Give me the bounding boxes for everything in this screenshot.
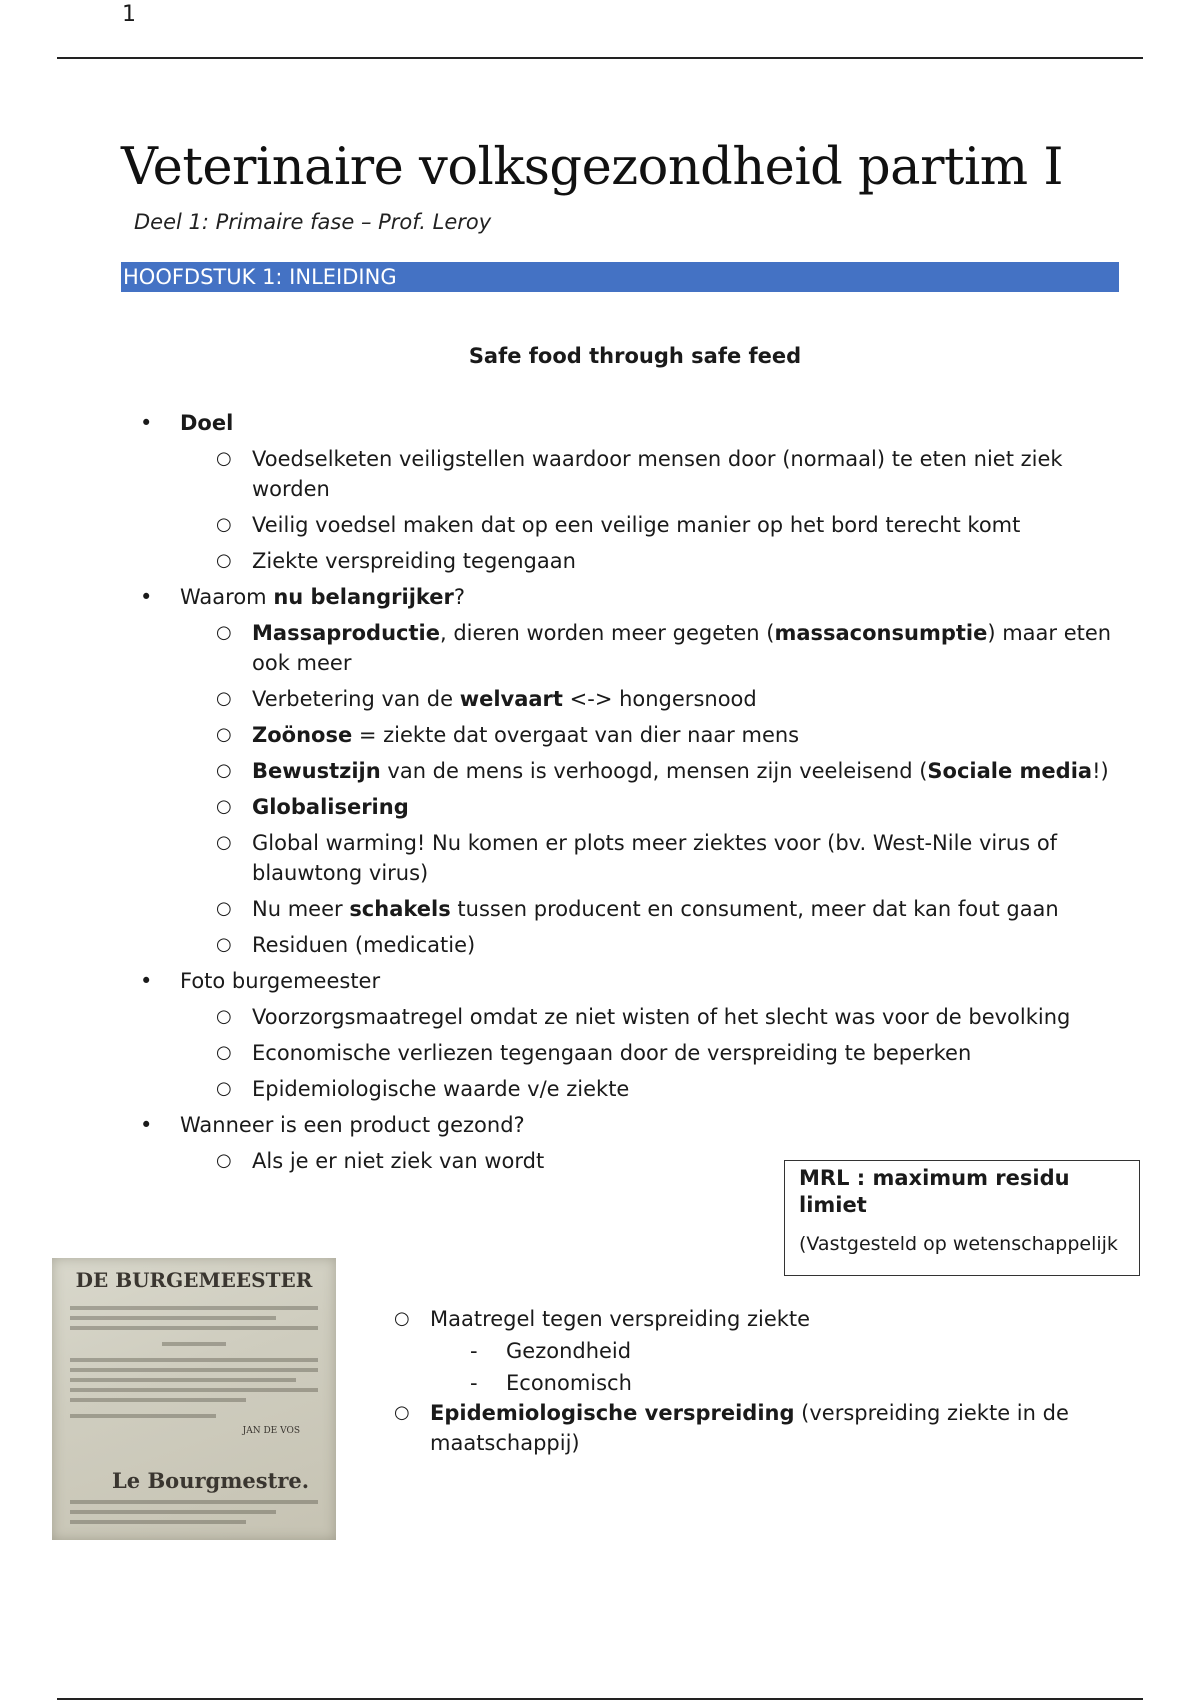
circle-bullet-icon: ○	[216, 514, 232, 535]
list-item	[140, 1074, 1120, 1104]
item-bold: nu belangrijker	[273, 585, 454, 609]
poster-text-line	[162, 1342, 226, 1346]
item-text: Foto burgemeester	[180, 969, 381, 993]
circle-bullet-icon: ○	[216, 688, 232, 709]
section-title: Safe food through safe feed	[468, 344, 802, 368]
item-bold: massaconsumptie	[774, 621, 988, 645]
list-item	[140, 546, 1120, 576]
poster-text-line	[70, 1510, 276, 1514]
circle-bullet-icon: ○	[216, 550, 232, 571]
poster-notes-list	[390, 1304, 1090, 1458]
page-number: 1	[122, 2, 136, 27]
poster-heading: DE BURGEMEESTER	[75, 1268, 313, 1292]
chapter-heading: HOOFDSTUK 1: INLEIDING	[121, 262, 1119, 292]
poster-text-line	[70, 1398, 246, 1402]
poster-text-line	[70, 1500, 318, 1504]
poster-text-line	[70, 1368, 318, 1372]
mrl-text: (Vastgesteld op wetenschappelijk	[799, 1233, 1118, 1255]
poster-signature: JAN DE VOS	[242, 1426, 300, 1436]
circle-bullet-icon: ○	[216, 622, 232, 643]
item-text: , dieren worden meer gegeten (	[439, 621, 775, 645]
document-title: Veterinaire volksgezondheid partim I	[121, 138, 1063, 197]
list-item	[140, 1110, 1120, 1140]
bullet-icon: •	[140, 585, 153, 609]
list-item	[140, 1038, 1120, 1068]
bullet-icon: •	[140, 969, 153, 993]
list-item	[390, 1304, 1090, 1334]
dash-bullet-icon: -	[470, 1339, 478, 1363]
item-bold: schakels	[349, 897, 451, 921]
item-bold: Zoönose	[252, 723, 353, 747]
burgemeester-poster-image	[52, 1258, 336, 1540]
circle-bullet-icon: ○	[216, 1006, 232, 1027]
list-item	[140, 966, 1120, 996]
list-item	[140, 756, 1120, 786]
main-bullet-list	[140, 408, 1120, 1182]
item-text: Voorzorgsmaatregel omdat ze niet wisten of het slecht was voor de bevolking	[252, 1005, 1071, 1029]
item-label: Doel	[180, 411, 234, 435]
item-text: Nu meer	[252, 897, 350, 921]
poster-text-line	[70, 1378, 296, 1382]
list-item	[140, 792, 1120, 822]
list-item	[390, 1336, 1090, 1366]
item-text: tussen producent en consument, meer dat kan fout gaan	[450, 897, 1059, 921]
circle-bullet-icon: ○	[216, 898, 232, 919]
list-item	[140, 510, 1120, 540]
item-text: Als je er niet ziek van wordt	[252, 1149, 545, 1173]
poster-text-line	[70, 1306, 318, 1310]
circle-bullet-icon: ○	[216, 724, 232, 745]
list-item	[140, 828, 1120, 888]
item-text: !)	[1092, 759, 1109, 783]
list-item	[140, 408, 1120, 438]
item-text: Ziekte verspreiding tegengaan	[252, 549, 576, 573]
circle-bullet-icon: ○	[216, 448, 232, 469]
circle-bullet-icon: ○	[216, 760, 232, 781]
item-text: Veilig voedsel maken dat op een veilige manier op het bord terecht komt	[252, 513, 1021, 537]
item-bold: Massaproductie	[252, 621, 440, 645]
item-text: ) maar eten ook meer	[252, 621, 1112, 675]
poster-text-line	[70, 1326, 318, 1330]
circle-bullet-icon: ○	[216, 1150, 232, 1171]
list-item	[390, 1368, 1090, 1398]
mrl-text-box	[784, 1160, 1140, 1276]
mrl-title: MRL : maximum residu limiet	[799, 1166, 1070, 1217]
bullet-icon: •	[140, 1113, 153, 1137]
item-bold: welvaart	[459, 687, 563, 711]
item-text: Epidemiologische waarde v/e ziekte	[252, 1077, 630, 1101]
list-item	[140, 930, 1120, 960]
circle-bullet-icon: ○	[394, 1402, 410, 1423]
list-item	[140, 684, 1120, 714]
item-text: Verbetering van de	[252, 687, 460, 711]
item-text: Economische verliezen tegengaan door de verspreiding te beperken	[252, 1041, 972, 1065]
list-item	[140, 894, 1120, 924]
item-text: Maatregel tegen verspreiding ziekte	[430, 1307, 811, 1331]
item-bold: Sociale media	[927, 759, 1093, 783]
item-text: = ziekte dat overgaat van dier naar mens	[352, 723, 800, 747]
list-item	[140, 720, 1120, 750]
circle-bullet-icon: ○	[216, 832, 232, 853]
item-bold: Epidemiologische verspreiding	[430, 1401, 795, 1425]
poster-text-line	[70, 1520, 246, 1524]
circle-bullet-icon: ○	[216, 934, 232, 955]
list-item	[140, 582, 1120, 612]
item-text: <-> hongersnood	[562, 687, 757, 711]
bullet-icon: •	[140, 411, 153, 435]
item-text: Residuen (medicatie)	[252, 933, 476, 957]
item-text: ?	[453, 585, 466, 609]
poster-text-line	[70, 1414, 216, 1418]
item-text: (verspreiding ziekte in de maatschappij)	[430, 1401, 1069, 1455]
item-bold: Globalisering	[252, 795, 409, 819]
header-rule	[57, 57, 1143, 59]
dash-bullet-icon: -	[470, 1371, 478, 1395]
circle-bullet-icon: ○	[216, 1078, 232, 1099]
poster-text-line	[70, 1388, 318, 1392]
item-text: Voedselketen veiligstellen waardoor mensen door (normaal) te eten niet ziek worden	[252, 447, 1063, 501]
circle-bullet-icon: ○	[394, 1308, 410, 1329]
poster-text-line	[70, 1316, 276, 1320]
item-text: Gezondheid	[506, 1339, 632, 1363]
document-subtitle: Deel 1: Primaire fase – Prof. Leroy	[134, 210, 492, 234]
list-item	[140, 1002, 1120, 1032]
item-text: van de mens is verhoogd, mensen zijn veeleisend (	[380, 759, 928, 783]
item-bold: Bewustzijn	[252, 759, 381, 783]
list-item	[140, 444, 1120, 504]
circle-bullet-icon: ○	[216, 1042, 232, 1063]
item-text: Wanneer is een product gezond?	[180, 1113, 525, 1137]
list-item	[140, 618, 1120, 678]
list-item	[390, 1398, 1090, 1458]
circle-bullet-icon: ○	[216, 796, 232, 817]
poster-text-line	[70, 1358, 318, 1362]
item-text: Global warming! Nu komen er plots meer ziektes voor (bv. West-Nile virus of blauwtong virus)	[252, 831, 1058, 885]
poster-heading-fr: Le Bourgmestre.	[112, 1468, 310, 1493]
item-text: Waarom	[180, 585, 274, 609]
item-text: Economisch	[506, 1371, 632, 1395]
